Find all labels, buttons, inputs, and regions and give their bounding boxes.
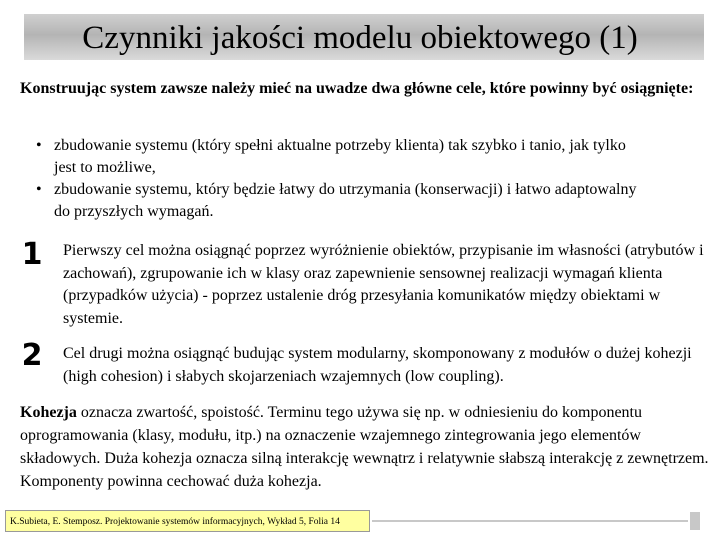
bullet-line: zbudowanie systemu (który spełni aktualne potrzeby klienta) tak szybko i tanio, jak tylko bbox=[54, 137, 626, 154]
kohezja-paragraph bbox=[20, 401, 712, 493]
goal-two-text: Cel drugi można osiągnąć budując system modularny, skomponowany z modułów o dużej kohezji (high cohesion) i słabych skojarzeniach wzajemnych (low coupling). bbox=[63, 345, 692, 385]
page-title: Czynniki jakości modelu obiektowego (1) bbox=[82, 20, 638, 56]
footer-citation: K.Subieta, E. Stemposz. Projektowanie systemów informacyjnych, Wykład 5, Folia 14 bbox=[5, 510, 370, 532]
footer-end-block bbox=[690, 512, 700, 530]
bullet-line: zbudowanie systemu, który będzie łatwy do utrzymania (konserwacji) i łatwo adaptowalny bbox=[54, 181, 637, 198]
intro-text: Konstruując system zawsze należy mieć na uwadze dwa główne cele, które powinny być osiągnięte: bbox=[20, 80, 694, 97]
kohezja-term: Kohezja bbox=[20, 404, 77, 421]
list-item bbox=[36, 179, 716, 223]
kohezja-definition: oznacza zwartość, spoistość. Terminu tego używa się np. w odniesieniu do komponentu oprogramowania (klasy, modułu, itp.) na oznaczenie wzajemnego zintegrowania jego elementów składowych. Duża kohezja oznacza silną interakcję wewnątrz i relatywnie słabszą interakcję z zewnętrzem. Komponenty powinna cechować duża kohezja. bbox=[20, 404, 709, 490]
goals-list bbox=[36, 135, 716, 223]
number-two-marker: 2 bbox=[21, 338, 43, 373]
number-one-marker: 1 bbox=[21, 237, 43, 272]
list-item bbox=[36, 135, 716, 179]
bullet-line: do przyszłych wymagań. bbox=[54, 203, 214, 220]
bullet-marker: • bbox=[36, 181, 42, 198]
goal-one-text: Pierwszy cel można osiągnąć poprzez wyróżnienie obiektów, przypisanie im własności (atrybutów i zachowań), zgrupowanie ich w klasy oraz zapewnienie sensownej realizacji wymagań klienta (przypadków użycia) - poprzez ustalenie dróg przesyłania komunikatów między obiektami w systemie. bbox=[63, 242, 704, 327]
bullet-line: jest to możliwe, bbox=[54, 159, 156, 176]
bullet-marker: • bbox=[36, 137, 42, 154]
footer-divider bbox=[372, 520, 688, 522]
